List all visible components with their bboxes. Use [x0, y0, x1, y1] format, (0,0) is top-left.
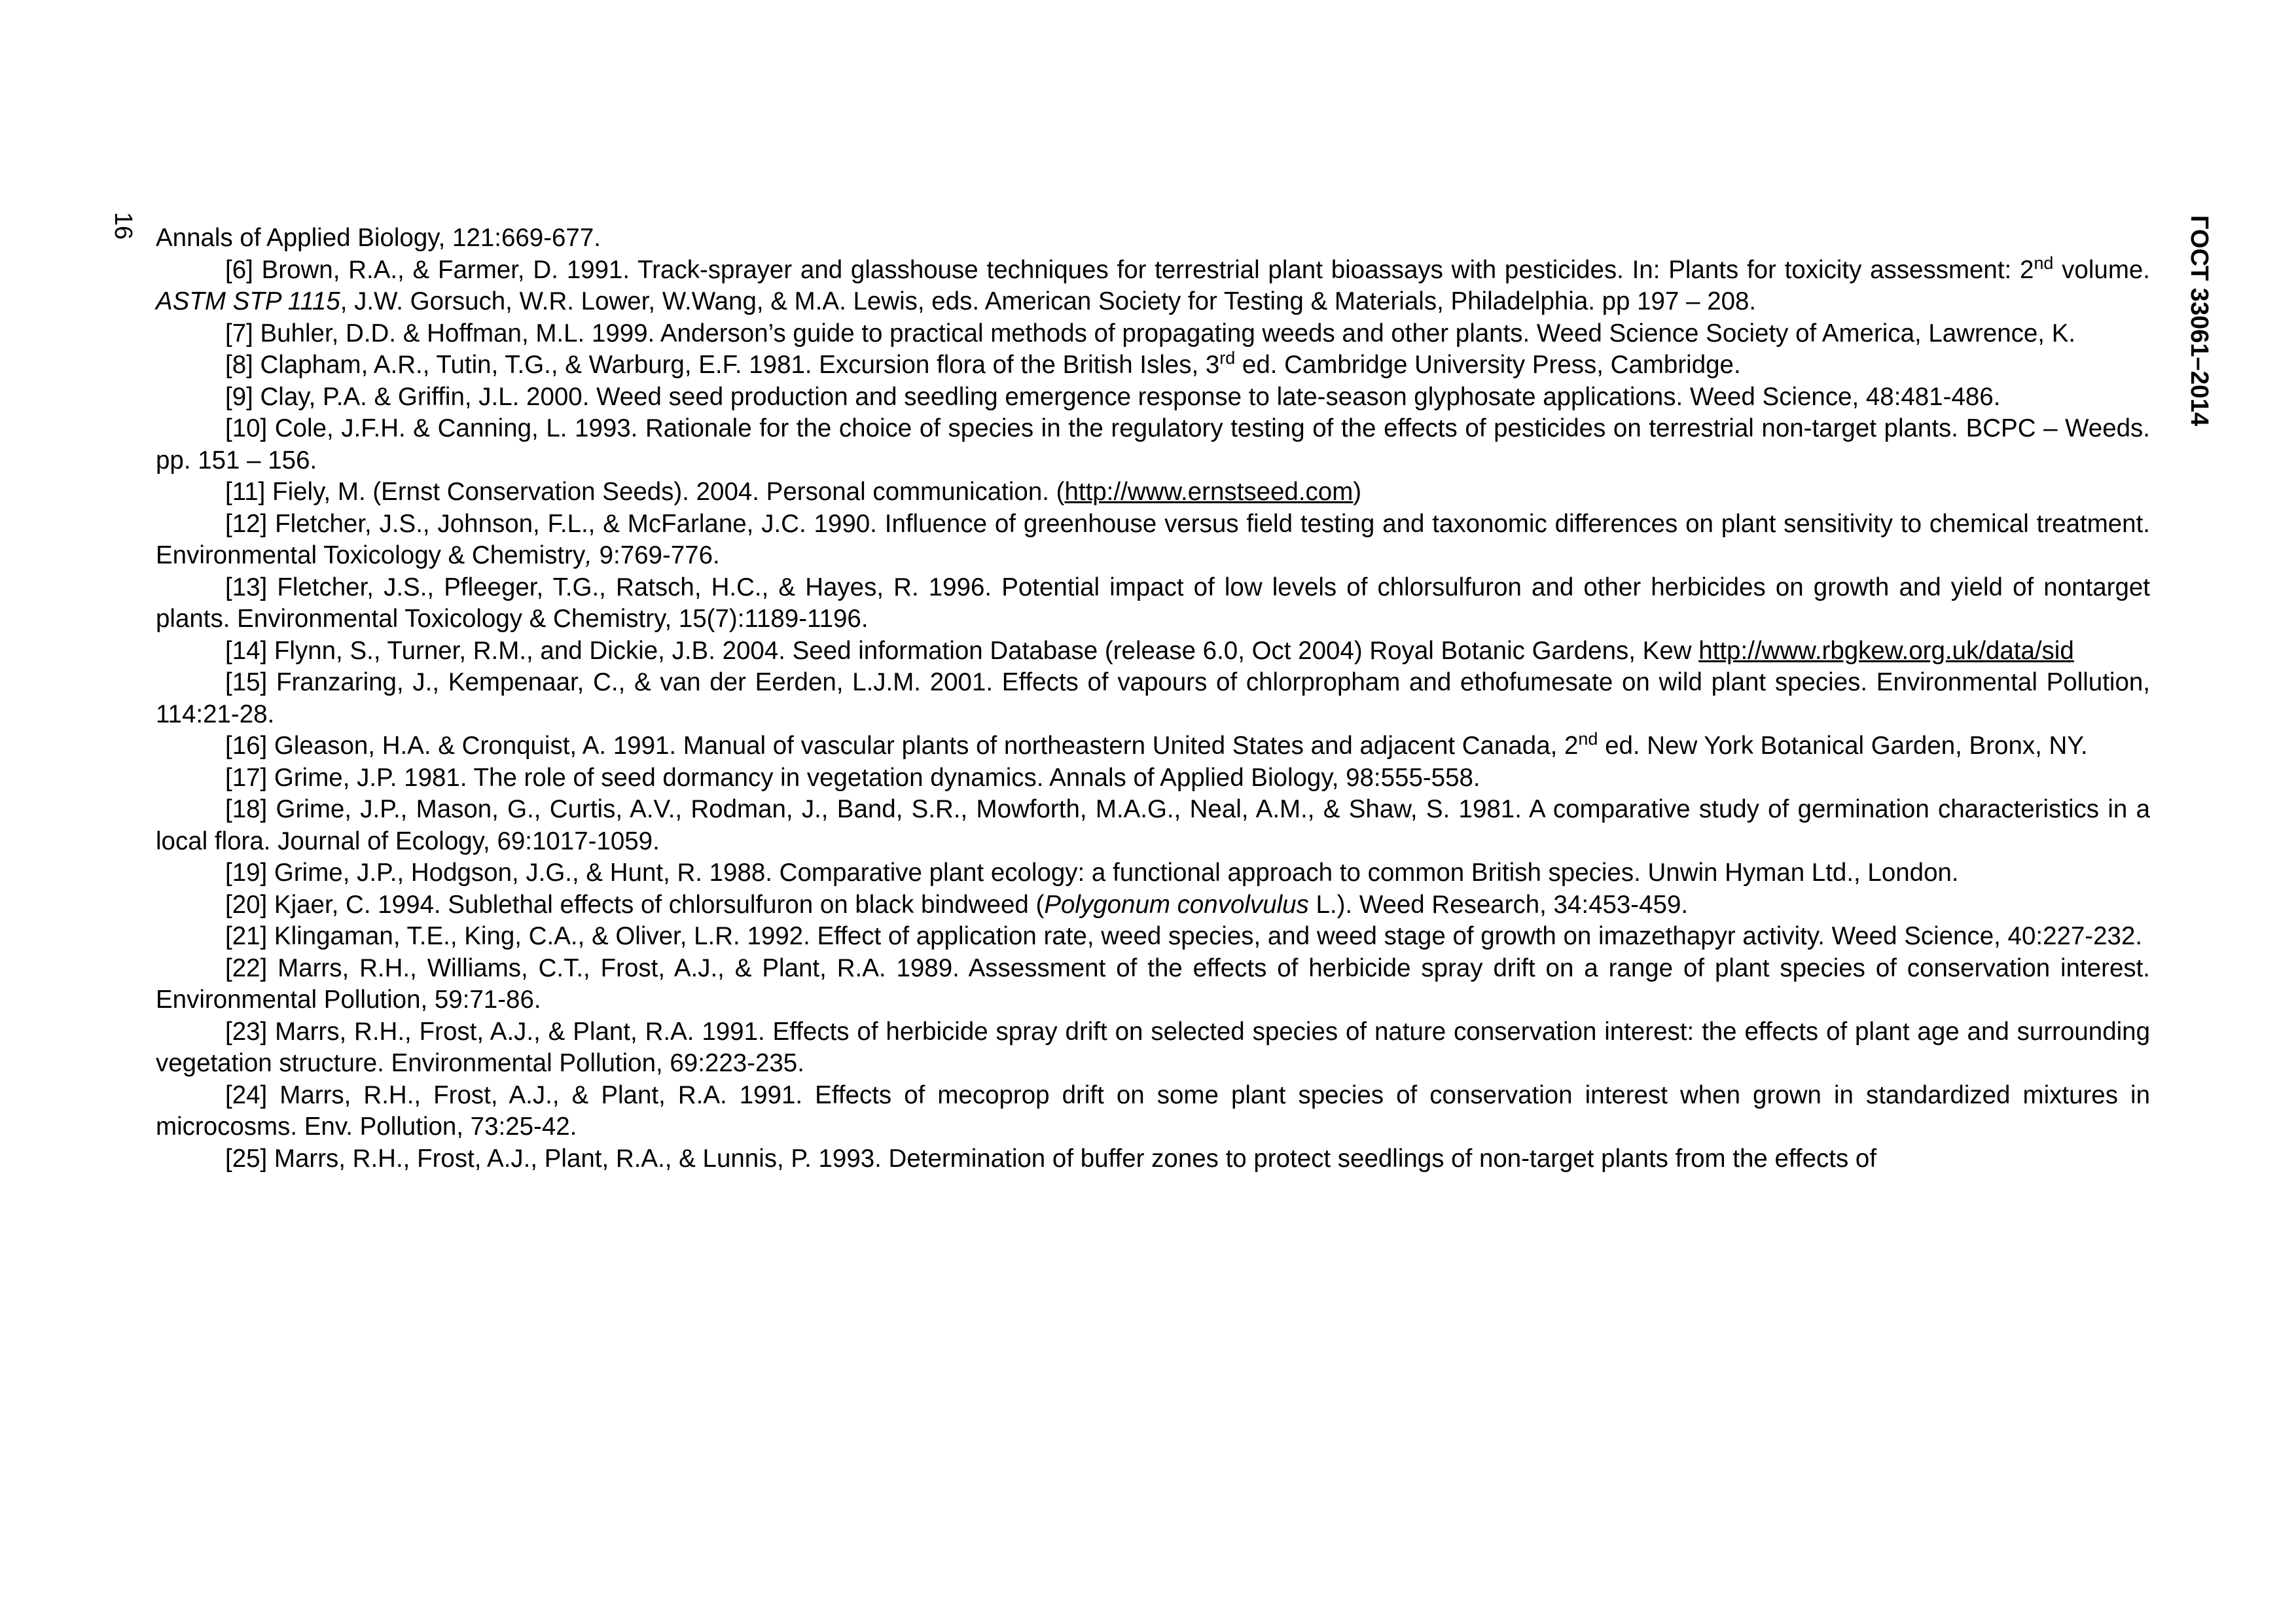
reference-continuation: Annals of Applied Biology, 121:669-677. — [156, 224, 601, 252]
reference-7: [7] Buhler, D.D. & Hoffman, M.L. 1999. Anderson’s guide to practical methods of propagating weeds and other plants. Weed Science Society of America, Lawrence, K. — [225, 319, 2076, 348]
ref-superscript: nd — [1578, 729, 1598, 749]
ref-text: ed. New York Botanical Garden, Bronx, NY. — [1598, 732, 2088, 760]
ref-text: [6] Brown, R.A., & Farmer, D. 1991. Track-sprayer and glasshouse techniques for terrestrial plant bioassays with pesticides. In: Plants for toxicity assessment: 2 — [225, 255, 2034, 284]
reference-21: [21] Klingaman, T.E., King, C.A., & Oliver, L.R. 1992. Effect of application rate, weed species, and weed stage of growth on imazethapyr activity. Weed Science, 40:227-232. — [225, 922, 2143, 950]
reference-14 — [156, 635, 2150, 668]
ref-text: [11] Fiely, M. (Ernst Conservation Seeds). 2004. Personal communication. ( — [225, 478, 1065, 506]
reference-25: [25] Marrs, R.H., Frost, A.J., Plant, R.A., & Lunnis, P. 1993. Determination of buffer zones to protect seedlings of non-target plants from the effects of — [225, 1144, 1877, 1173]
ref-text: volume. — [2053, 255, 2150, 284]
ref-text: [16] Gleason, H.A. & Cronquist, A. 1991. Manual of vascular plants of northeastern United States and adjacent Canada, 2 — [225, 732, 1579, 760]
ref-text: [8] Clapham, A.R., Tutin, T.G., & Warburg, E.F. 1981. Excursion flora of the British Isles, 3 — [225, 351, 1220, 379]
ref-superscript: nd — [2034, 253, 2054, 273]
ref-text: , J.W. Gorsuch, W.R. Lower, W.Wang, & M.A. Lewis, eds. American Society for Testing & Materials, Philadelphia. pp 197 – 208. — [340, 287, 1757, 315]
ernstseed-link[interactable]: http://www.ernstseed.com — [1064, 478, 1354, 506]
ref-text: ed. Cambridge University Press, Cambridge. — [1235, 351, 1741, 379]
ref-italic-text: , — [585, 541, 592, 569]
ref-text: 9:769-776. — [592, 541, 720, 569]
reference-19: [19] Grime, J.P., Hodgson, J.G., & Hunt, R. 1988. Comparative plant ecology: a functional approach to common British species. Unwin Hyman Ltd., London. — [225, 859, 1959, 887]
ref-superscript: rd — [1219, 348, 1236, 368]
reference-16 — [156, 730, 2150, 762]
standard-designation: ГОСТ 33061–2014 — [2185, 215, 2213, 427]
reference-20 — [156, 889, 2150, 921]
ref-italic-text: Polygonum convolvulus — [1044, 890, 1309, 919]
reference-12 — [156, 508, 2150, 572]
page-number: 16 — [109, 211, 137, 240]
reference-13: [13] Fletcher, J.S., Pfleeger, T.G., Ratsch, H.C., & Hayes, R. 1996. Potential impact of low levels of chlorsulfuron and other herbicides on growth and yield of nontarget plants. Environmental Toxicology & Chemistry, 15(7):1189-1196. — [156, 573, 2150, 633]
reference-6 — [156, 255, 2150, 318]
ref-text: ) — [1353, 478, 1362, 506]
ref-text: L.). Weed Research, 34:453-459. — [1308, 890, 1689, 919]
reference-18: [18] Grime, J.P., Mason, G., Curtis, A.V., Rodman, J., Band, S.R., Mowforth, M.A.G., Neal, A.M., & Shaw, S. 1981. A comparative study of germination characteristics in a local flora. Journal of Ecology, 69:1017-1059. — [156, 795, 2150, 855]
reference-list — [156, 223, 2150, 1175]
reference-9: [9] Clay, P.A. & Griffin, J.L. 2000. Weed seed production and seedling emergence response to late-season glyphosate applications. Weed Science, 48:481-486. — [225, 382, 2001, 411]
reference-17: [17] Grime, J.P. 1981. The role of seed dormancy in vegetation dynamics. Annals of Applied Biology, 98:555-558. — [225, 763, 1480, 792]
reference-8 — [156, 349, 2150, 382]
ref-text: [14] Flynn, S., Turner, R.M., and Dickie, J.B. 2004. Seed information Database (release 6.0, Oct 2004) Royal Botanic Gardens, Kew — [225, 636, 1699, 665]
reference-22: [22] Marrs, R.H., Williams, C.T., Frost, A.J., & Plant, R.A. 1989. Assessment of the effects of herbicide spray drift on a range of plant species of conservation interest. Environmental Pollution, 59:71-86. — [156, 954, 2150, 1014]
reference-15: [15] Franzaring, J., Kempenaar, C., & van der Eerden, L.J.M. 2001. Effects of vapours of chlorpropham and ethofumesate on wild plant species. Environmental Pollution, 114:21-28. — [156, 668, 2150, 728]
reference-24: [24] Marrs, R.H., Frost, A.J., & Plant, R.A. 1991. Effects of mecoprop drift on some plant species of conservation interest when grown in standardized mixtures in microcosms. Env. Pollution, 73:25-42. — [156, 1080, 2150, 1141]
ref-text: [12] Fletcher, J.S., Johnson, F.L., & McFarlane, J.C. 1990. Influence of greenhouse versus field testing and taxonomic differences on plant sensitivity to chemical treatment. Environmental Toxicology & Chemistry — [156, 509, 2150, 569]
ref-text: [20] Kjaer, C. 1994. Sublethal effects of chlorsulfuron on black bindweed ( — [225, 890, 1045, 919]
reference-10: [10] Cole, J.F.H. & Canning, L. 1993. Rationale for the choice of species in the regulatory testing of the effects of pesticides on terrestrial non-target plants. BCPC – Weeds. pp. 151 – 156. — [156, 414, 2150, 474]
rbgkew-link[interactable]: http://www.rbgkew.org.uk/data/sid — [1698, 636, 2074, 665]
reference-23: [23] Marrs, R.H., Frost, A.J., & Plant, R.A. 1991. Effects of herbicide spray drift on selected species of nature conservation interest: the effects of plant age and surrounding vegetation structure. Environmental Pollution, 69:223-235. — [156, 1017, 2150, 1077]
ref-italic-text: ASTM STP 1115 — [156, 287, 340, 315]
reference-11 — [156, 476, 2150, 508]
